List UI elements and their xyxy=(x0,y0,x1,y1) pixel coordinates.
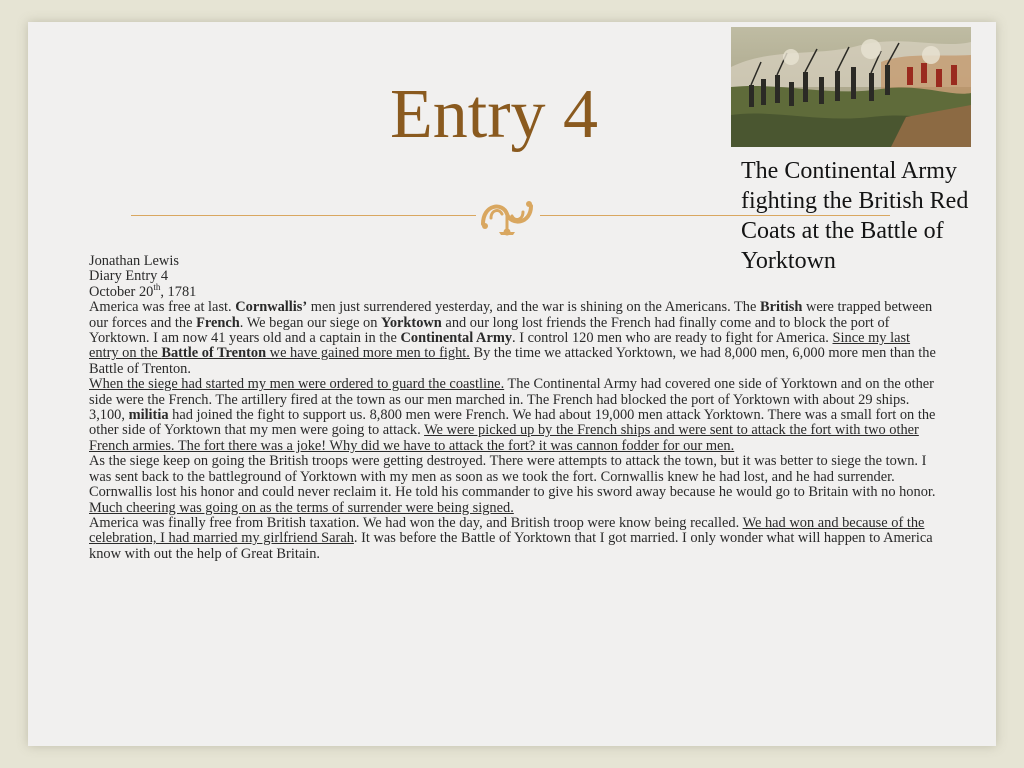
slide-title: Entry 4 xyxy=(390,76,599,153)
paragraph-2: When the siege had started my men were ordered to guard the coastline. The Continental Army had covered one side of Yorktown and on the other side were the French. The artillery fired at the town as our men marched in. The French had blocked the port of Yorktown with about 29 ships. 3,100, militia had joined the fight to support us. 8,800 men were French. We had about 19,000 men attack Yorktown. There was a small fort on the other side of Yorktown that my men were going to attack. We were picked up by the French ships and were sent to attack the fort with two other French armies. The fort there was a joke! Why did we have to attack the fort? it was cannon fodder for our men. xyxy=(89,376,936,454)
paragraph-4: America was finally free from British taxation. We had won the day, and British troop were know being recalled. We had won and because of the celebration, I had married my girlfriend Sarah. It was before the Battle of Yorktown that I got married. I only wonder what will happen to America know with out the help of Great Britain. xyxy=(89,514,933,562)
title-rule-left xyxy=(131,215,476,216)
paragraph-3: As the siege keep on going the British troops were getting destroyed. There were attempts to attack the town, but it was better to siege the town. I was sent back to the battleground of Yorktown with my men as soon as we took the fort. Cornwallis knew he had lost, and he had surrender. Cornwallis lost his honor and could never reclaim it. He told his commander to give his sword away because he would go to Britain with no honor. Much cheering was going on as the terms of surrender were being signed. xyxy=(89,453,936,516)
entry-label: Diary Entry 4 xyxy=(89,268,169,285)
image-caption: The Continental Army fighting the British Red Coats at the Battle of Yorktown xyxy=(741,158,969,274)
fleuron-ornament-icon xyxy=(477,194,537,236)
battle-painting-image xyxy=(731,27,971,147)
author-line: Jonathan Lewis xyxy=(89,253,179,269)
entry-date: October 20th, 1781 xyxy=(89,282,197,300)
diary-entry xyxy=(89,254,937,562)
paragraph-1: America was free at last. Cornwallis’ men just surrendered yesterday, and the war is shining on the Americans. The British were trapped between our forces and the French. We began our siege on Yorktown and our long lost friends the French had finally come and to block the port of Yorktown. I am now 41 years old and a captain in the Continental Army. I control 120 men who are ready to fight for America. Since my last entry on the Battle of Trenton we have gained more men to fight. By the time we attacked Yorktown, we had 8,000 men, 6,000 more men than the Battle of Trenton. xyxy=(89,299,936,377)
